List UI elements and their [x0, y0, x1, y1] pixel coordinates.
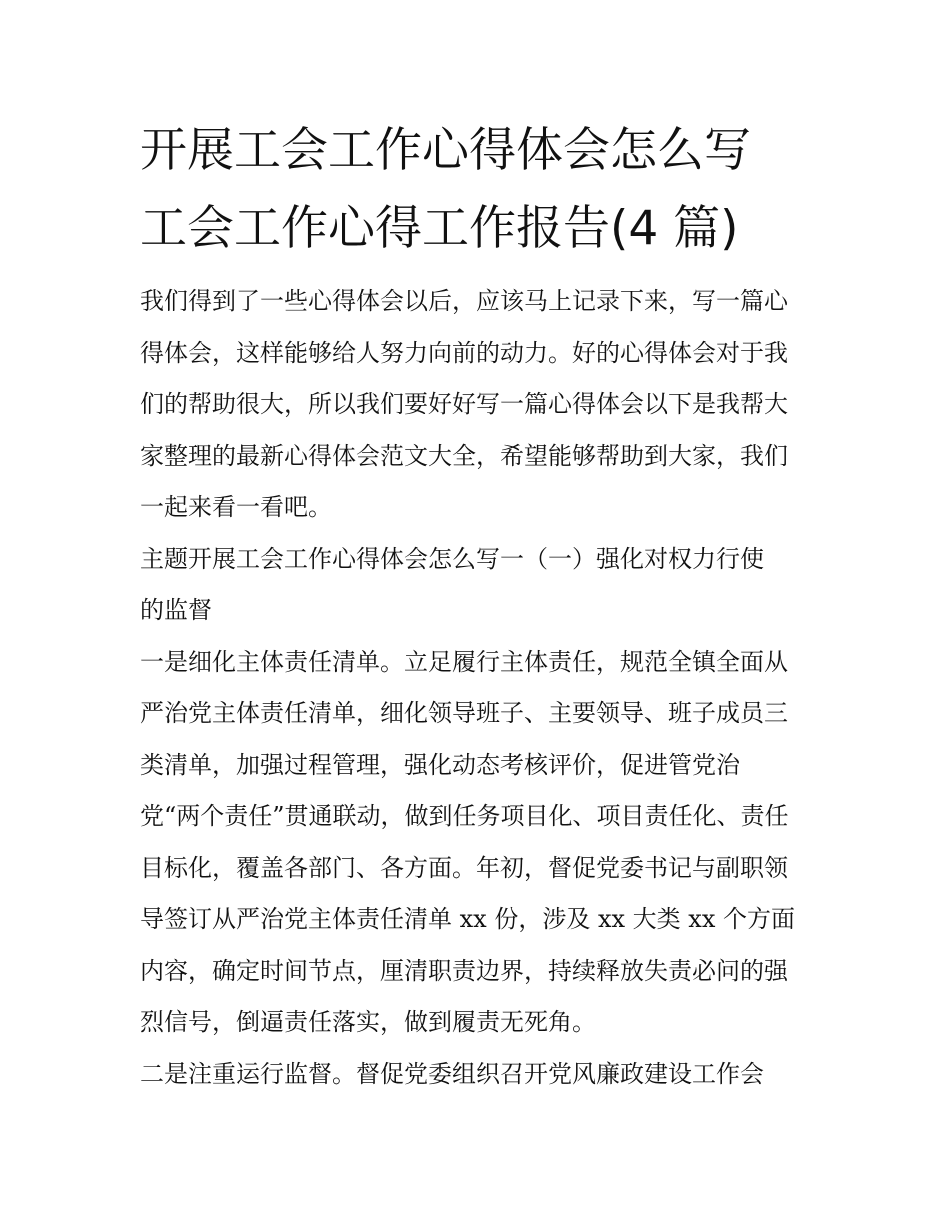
title-line: 开展工会工作心得体会怎么写: [140, 123, 751, 178]
title-line: 工会工作心得工作报告(4 篇): [140, 201, 739, 256]
body-line: 二是注重运行监督。督促党委组织召开党风廉政建设工作会: [140, 1059, 764, 1088]
body-line: 得体会，这样能够给人努力向前的动力。好的心得体会对于我: [140, 338, 788, 367]
body-line: 党“两个责任”贯通联动，做到任务项目化、项目责任化、责任: [140, 802, 789, 830]
body-line: 的监督: [140, 596, 212, 624]
body-line: 严治党主体责任清单，细化领导班子、主要领导、班子成员三: [140, 699, 788, 727]
body-line: 家整理的最新心得体会范文大全，希望能够帮助到大家，我们: [140, 441, 788, 470]
document-title: [140, 112, 820, 268]
body-line: 目标化，覆盖各部门、各方面。年初，督促党委书记与副职领: [140, 853, 788, 882]
body-line: 们的帮助很大，所以我们要好好写一篇心得体会以下是我帮大: [140, 390, 788, 418]
body-line: 我们得到了一些心得体会以后，应该马上记录下来，写一篇心: [140, 287, 788, 315]
body-line: 一起来看一看吧。: [140, 493, 332, 521]
body-line: 内容，确定时间节点，厘清职责边界，持续释放失责必问的强: [140, 956, 788, 985]
body-line: 一是细化主体责任清单。立足履行主体责任，规范全镇全面从: [140, 647, 788, 676]
body-line: 导签订从严治党主体责任清单 xx 份，涉及 xx 大类 xx 个方面: [140, 905, 795, 933]
body-line: 烈信号，倒逼责任落实，做到履责无死角。: [140, 1008, 596, 1036]
body-line: 类清单，加强过程管理，强化动态考核评价，促进管党治: [140, 750, 740, 779]
document-body: [140, 276, 820, 1100]
body-line: 主题开展工会工作心得体会怎么写一（一）强化对权力行使: [140, 544, 764, 573]
